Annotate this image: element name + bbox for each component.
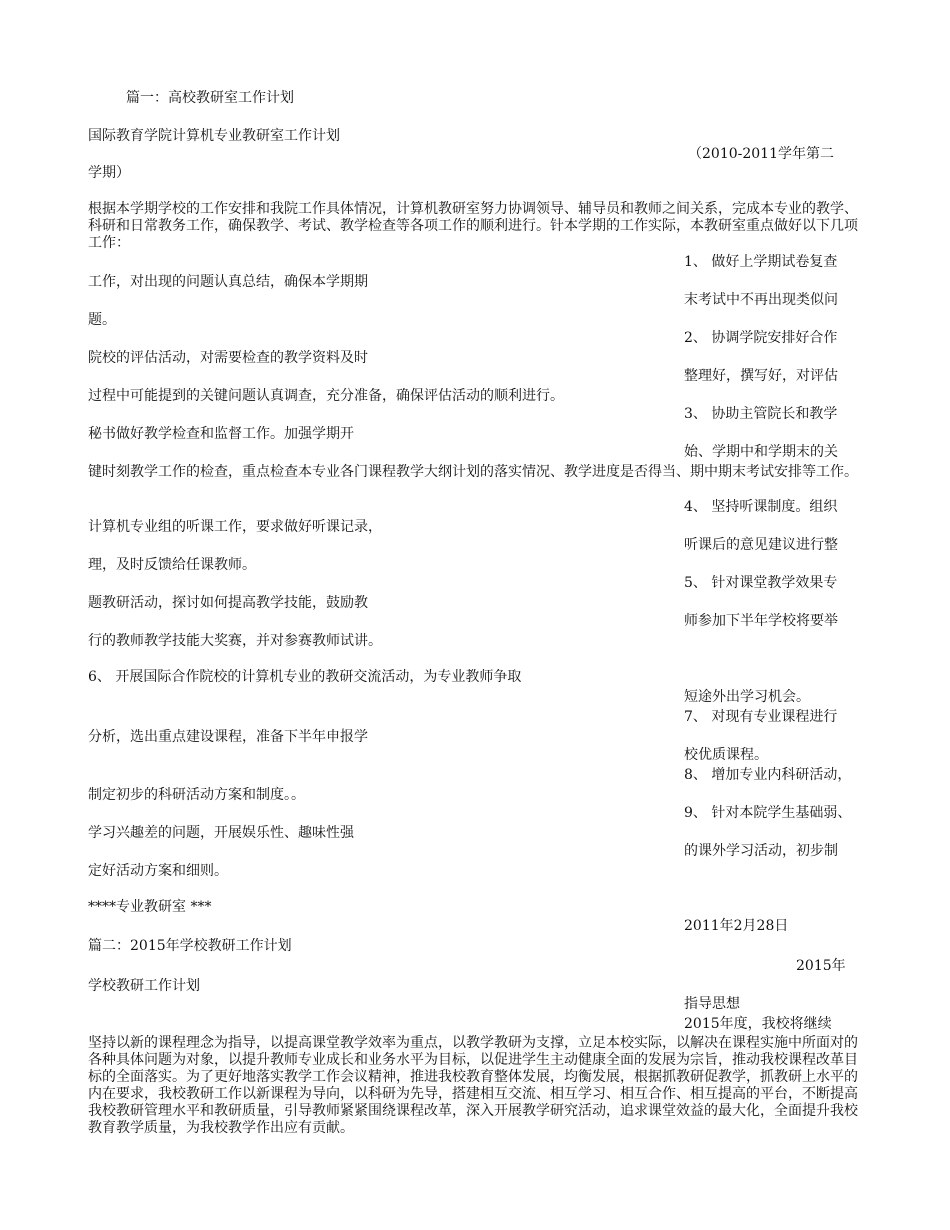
text-line: 2、 协调学院安排好合作 [684,330,838,346]
text-line: 4、 坚持听课制度。组织 [684,499,838,515]
text-paragraph: 坚持以新的课程理念为指导，以提高课堂教学效率为重点，以教学教研为支撑，立足本校实际，以解决在课程实施中所面对的各种具体问题为对象，以提升教师专业成长和业务水平为目标，以促进学生主动健康全面的发展为宗旨，推动我校课程改革目标的全面落实。为了更好地落实教学工作会议精神，推进我校教育整体发展，均衡发展，根据抓教研促教学，抓教研上水平的内在要求，我校教研工作以新课程为导向，以科研为先导，搭建相互交流、相互学习、相互合作、相互提高的平台，不断提高我校教研管理水平和教研质量，引导教师紧紧围绕课程改革，深入开展教学研究活动，追求课堂效益的最大化，全面提升我校教育教学质量，为我校教学作出应有贡献。 [88,1035,858,1136]
text-line: 篇一：高校教研室工作计划 [126,90,294,106]
text-line: 行的教师教学技能大奖赛，并对参赛教师试讲。 [88,633,382,649]
text-line: 学校教研工作计划 [88,978,200,994]
text-line: 定好活动方案和细则。 [88,863,228,879]
text-line: （2010-2011学年第二 [688,146,834,162]
text-line: 院校的评估活动，对需要检查的教学资料及时 [88,350,368,366]
text-line: 题教研活动，探讨如何提高教学技能，鼓励教 [88,595,368,611]
text-line: 2015年 [796,958,846,974]
text-line: 2011年2月28日 [684,918,789,934]
text-line: 整理好，撰写好，对评估 [684,368,838,384]
text-line: 2015年度，我校将继续 [684,1016,832,1032]
text-line: 篇二：2015年学校教研工作计划 [88,938,292,954]
text-paragraph: 键时刻教学工作的检查，重点检查本专业各门课程教学大纲计划的落实情况、教学进度是否得当、期中期末考试安排等工作。 [88,464,858,480]
text-paragraph: 根据本学期学校的工作安排和我院工作具体情况，计算机教研室努力协调领导、辅导员和教师之间关系，完成本专业的教学、科研和日常教务工作，确保教学、考试、教学检查等各项工作的顺利进行。针本学期的工作实际，本教研室重点做好以下几项工作： [88,201,858,251]
text-line: ****专业教研室 *** [88,899,212,915]
text-line: 计算机专业组的听课工作，要求做好听课记录， [88,519,382,535]
text-line: 制定初步的科研活动方案和制度。。 [88,787,305,803]
text-line: 工作，对出现的问题认真总结，确保本学期期 [88,274,368,290]
text-line: 短途外出学习机会。 [684,689,810,705]
text-line: 学期） [88,165,130,181]
text-line: 3、 协助主管院长和教学 [684,406,838,422]
text-line: 5、 针对课堂教学效果专 [684,575,838,591]
text-line: 9、 针对本院学生基础弱、 [684,805,852,821]
text-line: 师参加下半年学校将要举 [684,613,838,629]
text-line: 6、 开展国际合作院校的计算机专业的教研交流活动，为专业教师争取 [88,669,522,685]
text-line: 的课外学习活动，初步制 [684,843,838,859]
text-line: 8、 增加专业内科研活动， [684,767,852,783]
text-line: 校优质课程。 [684,747,768,763]
text-line: 学习兴趣差的问题，开展娱乐性、趣味性强 [88,825,354,841]
text-line: 始、学期中和学期末的关 [684,444,838,460]
text-line: 末考试中不再出现类似问 [684,292,838,308]
text-line: 秘书做好教学检查和监督工作。加强学期开 [88,426,354,442]
text-line: 理，及时反馈给任课教师。 [88,557,256,573]
text-line: 听课后的意见建议进行整 [684,537,838,553]
text-line: 分析，选出重点建设课程，准备下半年申报学 [88,729,368,745]
text-line: 题。 [88,312,116,328]
text-line: 指导思想 [684,996,740,1012]
text-line: 国际教育学院计算机专业教研室工作计划 [88,128,340,144]
text-line: 1、 做好上学期试卷复查 [684,254,838,270]
text-line: 7、 对现有专业课程进行 [684,709,838,725]
text-line: 过程中可能提到的关键问题认真调查，充分准备，确保评估活动的顺利进行。 [88,388,564,404]
